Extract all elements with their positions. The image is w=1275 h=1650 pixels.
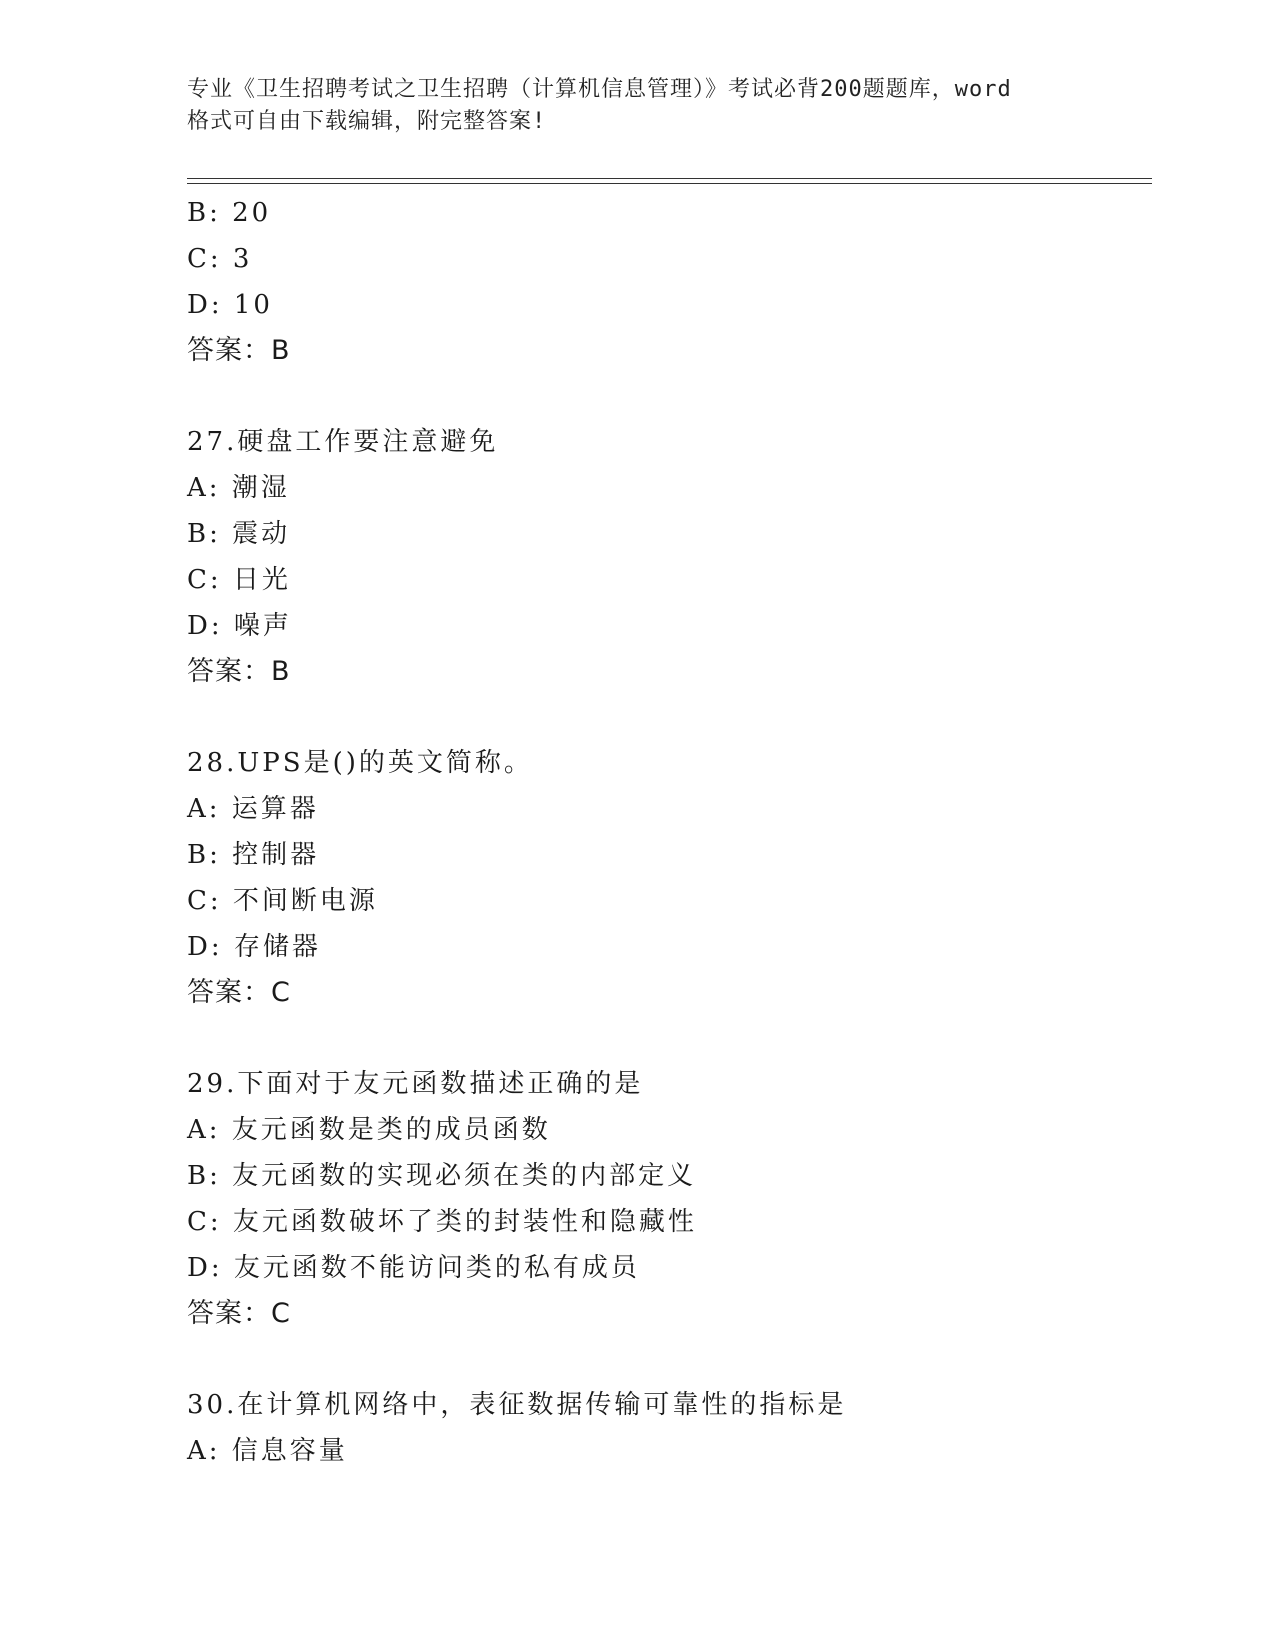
answer-line: 答案：B (187, 656, 291, 687)
option-d: D: 存储器 (187, 932, 321, 962)
option-b: B: 友元函数的实现必须在类的内部定义 (187, 1161, 697, 1191)
spacer (187, 695, 1147, 740)
header-divider (187, 178, 1152, 184)
answer-line: 答案：B (187, 335, 291, 366)
option-c: C: 不间断电源 (187, 886, 378, 916)
option-b: B: 控制器 (187, 840, 320, 870)
question-block-27 (187, 419, 1147, 695)
option-b: B: 20 (187, 198, 272, 228)
option-a: A: 潮湿 (187, 473, 290, 503)
header-line-1: 专业《卫生招聘考试之卫生招聘（计算机信息管理）》考试必背200题题库，word (187, 77, 1012, 102)
question-stem: 29.下面对于友元函数描述正确的是 (187, 1069, 644, 1099)
option-c: C: 3 (187, 244, 253, 274)
option-c: C: 友元函数破坏了类的封装性和隐藏性 (187, 1207, 697, 1237)
option-b: B: 震动 (187, 519, 291, 549)
answer-line: 答案：C (187, 977, 291, 1008)
question-block-28 (187, 740, 1147, 1016)
option-a: A: 运算器 (187, 794, 319, 824)
question-list (187, 190, 1147, 1474)
option-d: D: 噪声 (187, 611, 292, 641)
spacer (187, 1337, 1147, 1382)
question-block-30 (187, 1382, 1147, 1474)
question-stem: 27.硬盘工作要注意避免 (187, 427, 499, 457)
page-header (187, 74, 1087, 138)
answer-line: 答案：C (187, 1298, 291, 1329)
question-block-26 (187, 190, 1147, 374)
option-a: A: 信息容量 (187, 1436, 348, 1466)
option-c: C: 日光 (187, 565, 291, 595)
option-d: D: 友元函数不能访问类的私有成员 (187, 1253, 640, 1283)
option-a: A: 友元函数是类的成员函数 (187, 1115, 551, 1145)
option-d: D: 10 (187, 290, 273, 320)
header-line-2: 格式可自由下载编辑，附完整答案! (187, 109, 547, 134)
question-stem: 30.在计算机网络中，表征数据传输可靠性的指标是 (187, 1390, 847, 1420)
question-stem: 28.UPS是()的英文简称。 (187, 748, 533, 778)
spacer (187, 1016, 1147, 1061)
spacer (187, 374, 1147, 419)
question-block-29 (187, 1061, 1147, 1337)
